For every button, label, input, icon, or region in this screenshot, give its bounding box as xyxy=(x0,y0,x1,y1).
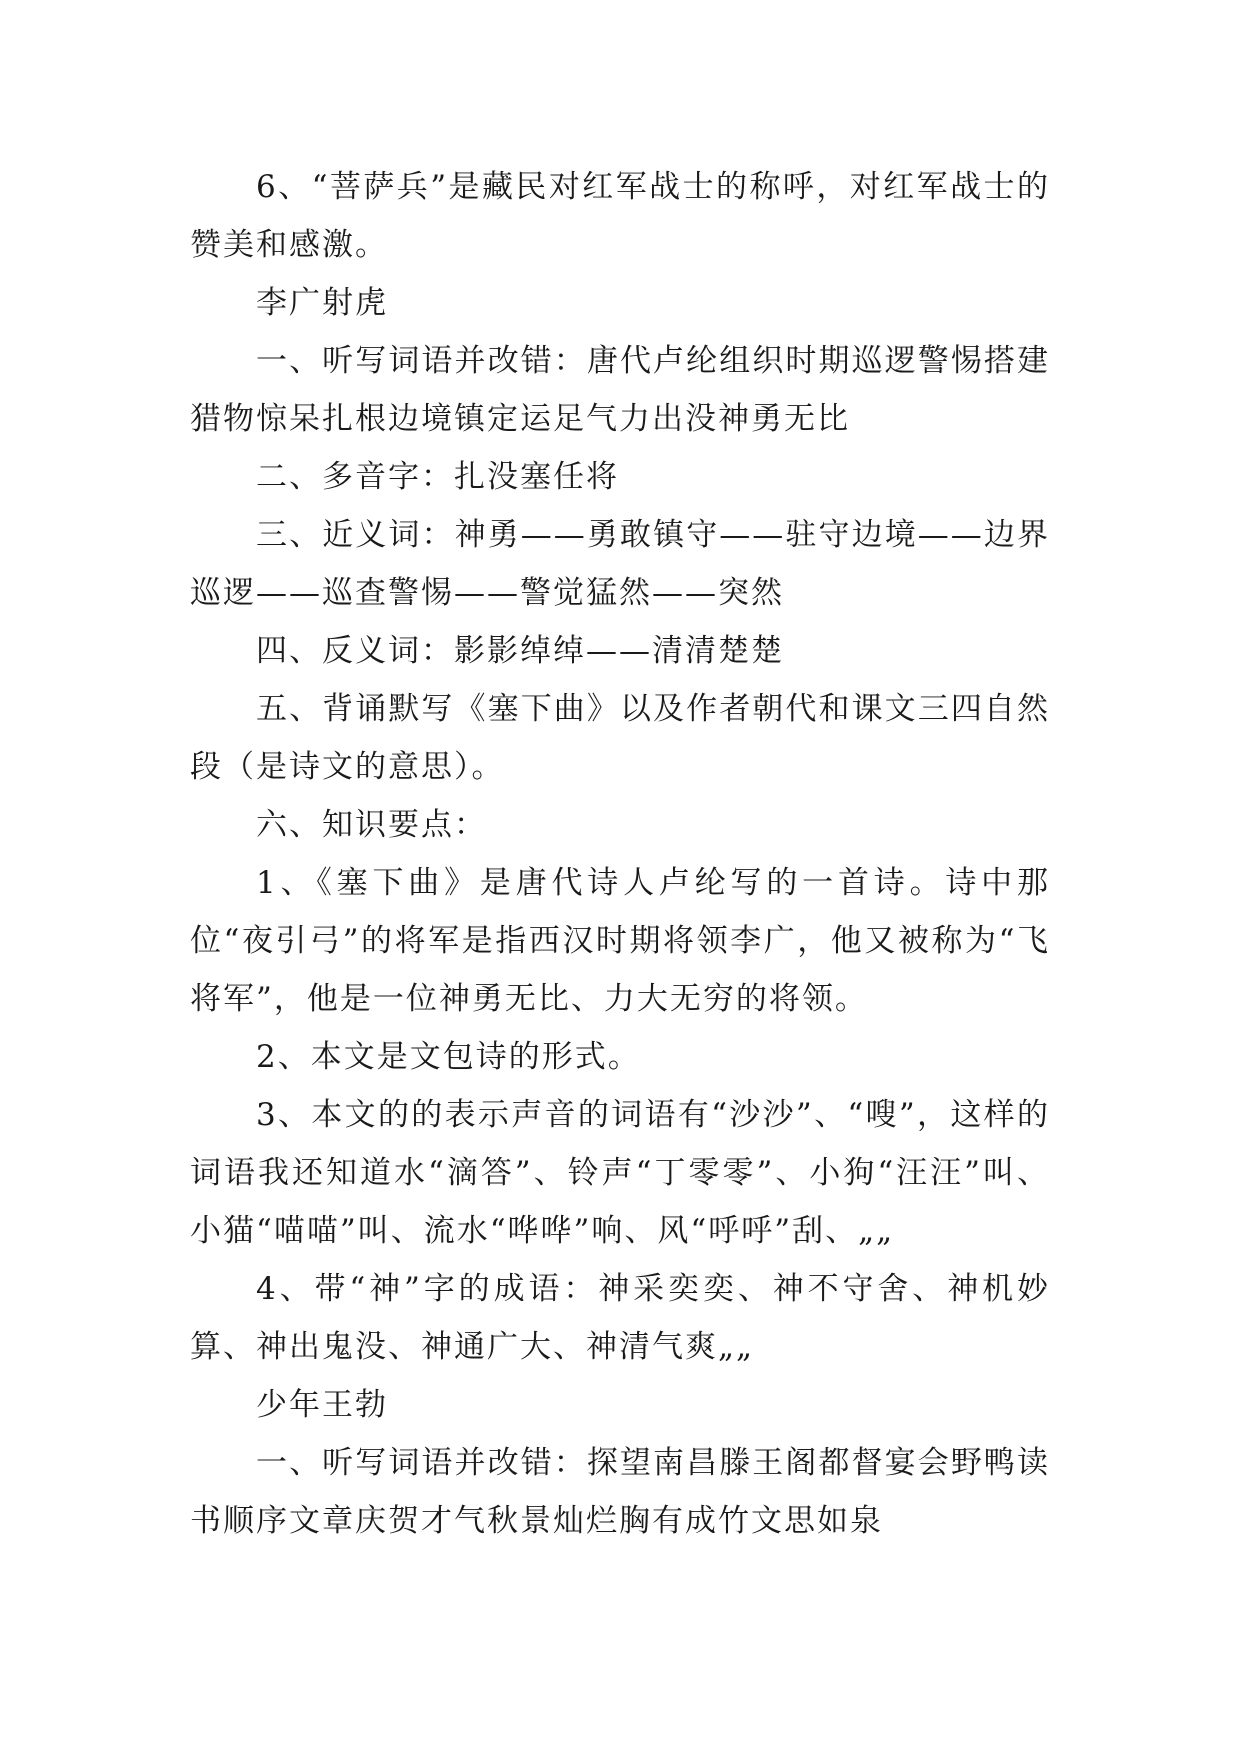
paragraph-antonyms: 四、反义词：影影绰绰——清清楚楚 xyxy=(256,633,784,669)
paragraph-key-point-1: 1、《塞下曲》是唐代诗人卢纶写的一首诗。诗中那位“夜引弓”的将军是指西汉时期将领李广，他又被称为“飞将军”，他是一位神勇无比、力大无穷的将领。 xyxy=(190,865,1050,1017)
lesson-title-li-guang: 李广射虎 xyxy=(256,285,388,321)
paragraph-key-point-3: 3、本文的的表示声音的词语有“沙沙”、“嗖”，这样的词语我还知道水“滴答”、铃声“丁零零”、小狗“汪汪”叫、小猫“喵喵”叫、流水“哗哗”响、风“呼呼”刮、„„ xyxy=(190,1097,1050,1249)
paragraph-recitation: 五、背诵默写《塞下曲》以及作者朝代和课文三四自然段（是诗文的意思）。 xyxy=(190,691,1050,785)
paragraph-key-points-heading: 六、知识要点： xyxy=(256,807,487,843)
paragraph-dictation-wang-bo: 一、听写词语并改错：探望南昌滕王阁都督宴会野鸭读书顺序文章庆贺才气秋景灿烂胸有成竹文思如泉 xyxy=(190,1445,1050,1539)
paragraph-point-6: 6、“菩萨兵”是藏民对红军战士的称呼，对红军战士的赞美和感激。 xyxy=(190,169,1050,263)
document-body xyxy=(190,158,1050,1550)
paragraph-synonyms: 三、近义词：神勇——勇敢镇守——驻守边境——边界巡逻——巡查警惕——警觉猛然——突然 xyxy=(190,517,1050,611)
lesson-title-wang-bo: 少年王勃 xyxy=(256,1387,388,1423)
paragraph-polyphonic: 二、多音字：扎没塞任将 xyxy=(256,459,619,495)
paragraph-dictation: 一、听写词语并改错：唐代卢纶组织时期巡逻警惕搭建猎物惊呆扎根边境镇定运足气力出没神勇无比 xyxy=(190,343,1050,437)
paragraph-key-point-4: 4、带“神”字的成语：神采奕奕、神不守舍、神机妙算、神出鬼没、神通广大、神清气爽„„ xyxy=(190,1271,1050,1365)
paragraph-key-point-2: 2、本文是文包诗的形式。 xyxy=(256,1039,641,1075)
